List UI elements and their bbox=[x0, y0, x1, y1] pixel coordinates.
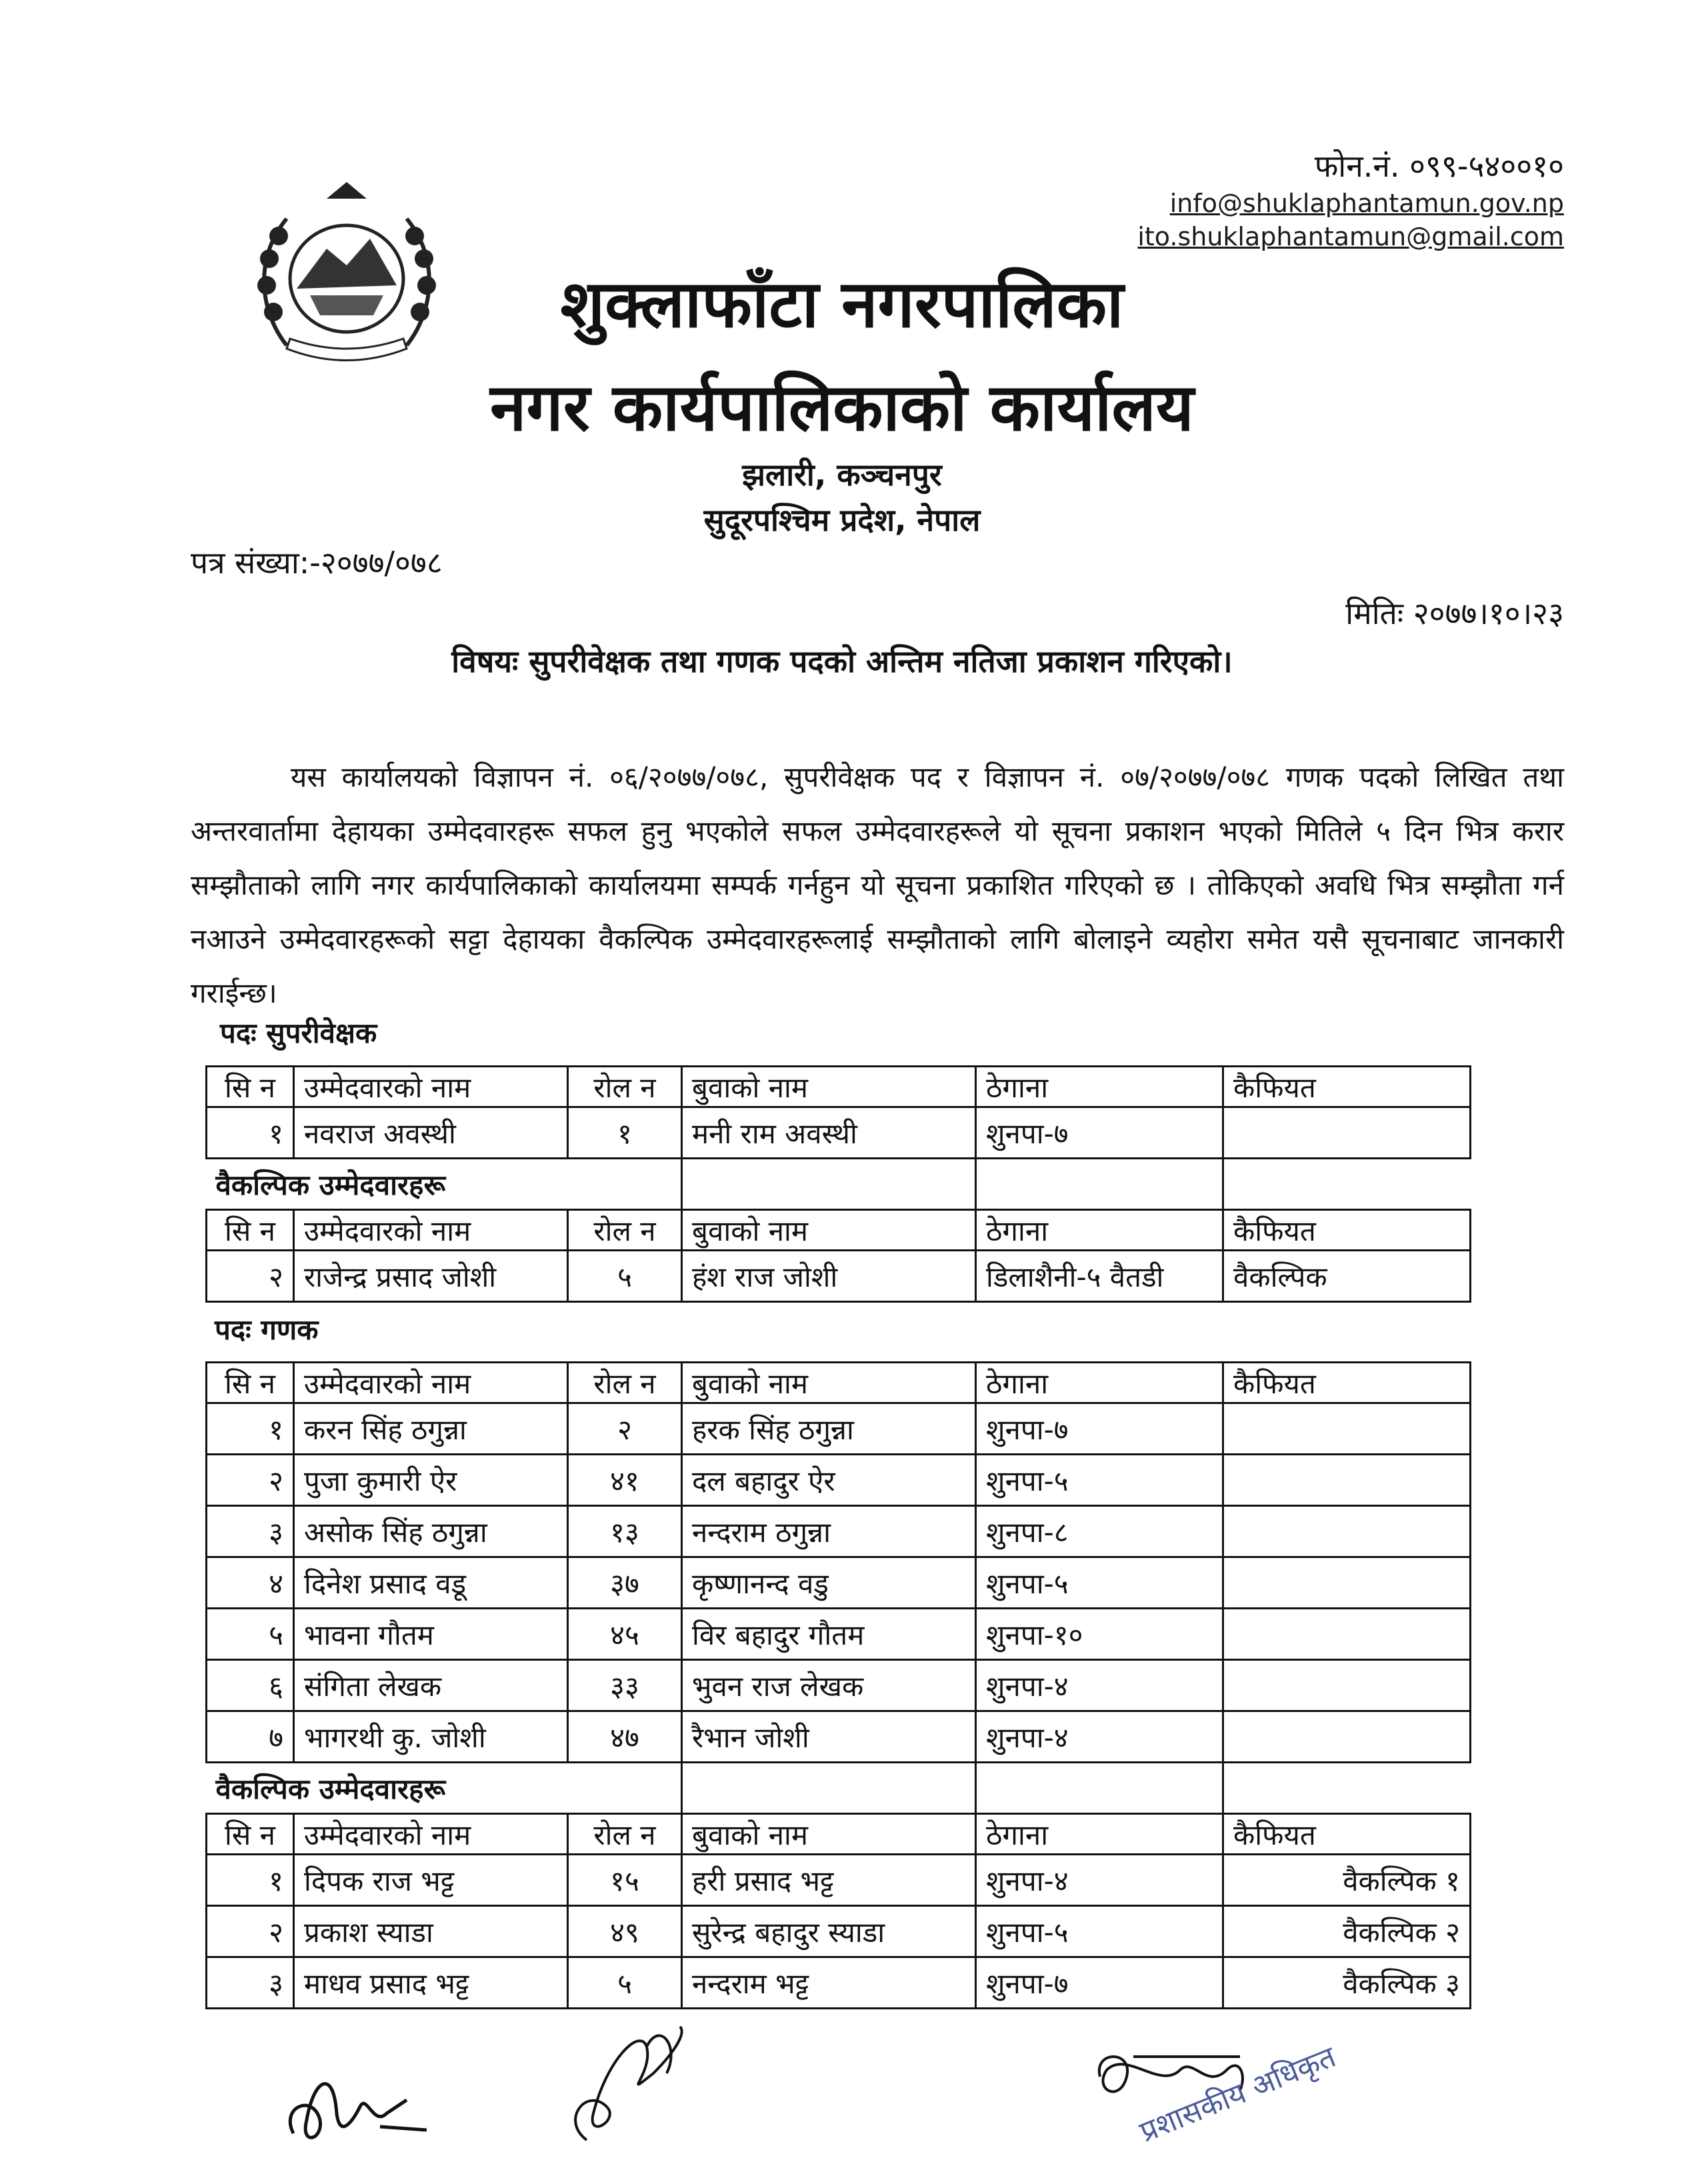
col-header-remark: कैफियत bbox=[1223, 1814, 1471, 1855]
cell-father: कृष्णानन्द वडु bbox=[682, 1557, 976, 1609]
empty-cell bbox=[1223, 1159, 1471, 1210]
col-header-sn: सि न bbox=[207, 1210, 294, 1251]
section-label-counter: पदः गणक bbox=[215, 1313, 319, 1346]
cell-sn: २ bbox=[207, 1906, 294, 1957]
counter-rows bbox=[207, 1403, 1471, 1763]
col-header-address: ठेगाना bbox=[976, 1210, 1223, 1251]
table-header-row bbox=[207, 1814, 1471, 1855]
cell-father: हरक सिंह ठगुन्ना bbox=[682, 1403, 976, 1455]
cell-address: शुनपा-४ bbox=[976, 1855, 1223, 1906]
subheading-row bbox=[207, 1159, 1471, 1210]
col-header-sn: सि न bbox=[207, 1363, 294, 1403]
cell-name: भावना गौतम bbox=[294, 1609, 568, 1660]
col-header-name: उम्मेदवारको नाम bbox=[294, 1363, 568, 1403]
cell-address: शुनपा-५ bbox=[976, 1557, 1223, 1609]
cell-roll: १५ bbox=[568, 1855, 682, 1906]
cell-father: दल बहादुर ऐर bbox=[682, 1455, 976, 1506]
col-header-roll: रोल न bbox=[568, 1210, 682, 1251]
col-header-sn: सि न bbox=[207, 1814, 294, 1855]
col-header-address: ठेगाना bbox=[976, 1363, 1223, 1403]
table-row bbox=[207, 1906, 1471, 1957]
cell-remark: वैकल्पिक ३ bbox=[1223, 1957, 1471, 2009]
municipality-title: शुक्लाफाँटा नगरपालिका bbox=[560, 267, 1124, 343]
counter-alt-rows bbox=[207, 1855, 1471, 2009]
cell-name: असोक सिंह ठगुन्ना bbox=[294, 1506, 568, 1557]
col-header-remark: कैफियत bbox=[1223, 1363, 1471, 1403]
alt-candidates-label: वैकल्पिक उम्मेदवारहरू bbox=[207, 1159, 682, 1210]
cell-father: नन्दराम ठगुन्ना bbox=[682, 1506, 976, 1557]
cell-remark bbox=[1223, 1403, 1471, 1455]
cell-name: माधव प्रसाद भट्ट bbox=[294, 1957, 568, 2009]
table-header-row bbox=[207, 1363, 1471, 1403]
col-header-remark: कैफियत bbox=[1223, 1210, 1471, 1251]
cell-roll: २ bbox=[568, 1403, 682, 1455]
letter-date: मितिः २०७७।१०।२३ bbox=[1345, 595, 1564, 631]
cell-remark bbox=[1223, 1455, 1471, 1506]
col-header-father: बुवाको नाम bbox=[682, 1363, 976, 1403]
col-header-father: बुवाको नाम bbox=[682, 1210, 976, 1251]
cell-address: डिलाशैनी-५ वैतडी bbox=[976, 1251, 1223, 1302]
section-label-supervisor: पदः सुपरीवेक्षक bbox=[220, 1017, 377, 1049]
cell-address: शुनपा-७ bbox=[976, 1107, 1223, 1159]
table-row bbox=[207, 1455, 1471, 1506]
cell-sn: १ bbox=[207, 1403, 294, 1455]
cell-sn: ५ bbox=[207, 1609, 294, 1660]
subheading-row bbox=[207, 1763, 1471, 1814]
col-header-roll: रोल न bbox=[568, 1067, 682, 1107]
cell-sn: १ bbox=[207, 1107, 294, 1159]
table-row bbox=[207, 1557, 1471, 1609]
empty-cell bbox=[976, 1763, 1223, 1814]
cell-address: शुनपा-१० bbox=[976, 1609, 1223, 1660]
col-header-father: बुवाको नाम bbox=[682, 1067, 976, 1107]
cell-name: प्रकाश स्याडा bbox=[294, 1906, 568, 1957]
col-header-address: ठेगाना bbox=[976, 1067, 1223, 1107]
cell-name: करन सिंह ठगुन्ना bbox=[294, 1403, 568, 1455]
cell-father: भुवन राज लेखक bbox=[682, 1660, 976, 1711]
address-line-2: सुदूरपश्चिम प्रदेश, नेपाल bbox=[703, 502, 981, 538]
cell-remark bbox=[1223, 1557, 1471, 1609]
cell-name: नवराज अवस्थी bbox=[294, 1107, 568, 1159]
cell-address: शुनपा-४ bbox=[976, 1660, 1223, 1711]
email-link-1[interactable]: info@shuklaphantamun.gov.np bbox=[1169, 189, 1564, 218]
cell-father: रैभान जोशी bbox=[682, 1711, 976, 1763]
table-row bbox=[207, 1107, 1471, 1159]
cell-roll: १३ bbox=[568, 1506, 682, 1557]
cell-address: शुनपा-७ bbox=[976, 1957, 1223, 2009]
cell-address: शुनपा-४ bbox=[976, 1711, 1223, 1763]
cell-father: नन्दराम भट्ट bbox=[682, 1957, 976, 2009]
col-header-father: बुवाको नाम bbox=[682, 1814, 976, 1855]
cell-roll: ३७ bbox=[568, 1557, 682, 1609]
empty-cell bbox=[682, 1159, 976, 1210]
counter-table bbox=[205, 1361, 1471, 2009]
cell-roll: १ bbox=[568, 1107, 682, 1159]
cell-remark bbox=[1223, 1107, 1471, 1159]
cell-sn: ३ bbox=[207, 1957, 294, 2009]
empty-cell bbox=[976, 1159, 1223, 1210]
cell-roll: ४९ bbox=[568, 1906, 682, 1957]
supervisor-table bbox=[205, 1065, 1471, 1303]
cell-address: शुनपा-५ bbox=[976, 1455, 1223, 1506]
cell-name: संगिता लेखक bbox=[294, 1660, 568, 1711]
col-header-roll: रोल न bbox=[568, 1814, 682, 1855]
notice-body: यस कार्यालयको विज्ञापन नं. ०६/२०७७/०७८, सुपरीवेक्षक पद र विज्ञापन नं. ०७/२०७७/०७८ गणक पदको लिखित तथा अन्तरवार्तामा देहायका उम्मेदवारहरू सफल हुनु भएकोले सफल उम्मेदवारहरूले यो सूचना प्रकाशन भएको मितिले ५ दिन भित्र करार सम्झौताको लागि नगर कार्यपालिकाको कार्यालयमा सम्पर्क गर्नहुन यो सूचना प्रकाशित गरिएको छ । तोकिएको अवधि भित्र सम्झौता गर्न नआउने उम्मेदवारहरूको सट्टा देहायका वैकल्पिक उम्मेदवारहरूलाई सम्झौताको लागि बोलाइने व्यहोरा समेत यसै सूचनाबाट जानकारी गराईन्छ। bbox=[191, 761, 1564, 1009]
cell-name: पुजा कुमारी ऐर bbox=[294, 1455, 568, 1506]
cell-sn: २ bbox=[207, 1251, 294, 1302]
contact-block bbox=[1137, 145, 1564, 253]
table-row bbox=[207, 1403, 1471, 1455]
office-title: नगर कार्यपालिकाको कार्यालय bbox=[490, 370, 1194, 446]
email-link-2[interactable]: ito.shuklaphantamun@gmail.com bbox=[1137, 222, 1564, 251]
cell-remark bbox=[1223, 1609, 1471, 1660]
table-row bbox=[207, 1506, 1471, 1557]
cell-sn: ७ bbox=[207, 1711, 294, 1763]
col-header-remark: कैफियत bbox=[1223, 1067, 1471, 1107]
cell-address: शुनपा-७ bbox=[976, 1403, 1223, 1455]
col-header-address: ठेगाना bbox=[976, 1814, 1223, 1855]
cell-remark bbox=[1223, 1711, 1471, 1763]
col-header-name: उम्मेदवारको नाम bbox=[294, 1210, 568, 1251]
cell-remark: वैकल्पिक १ bbox=[1223, 1855, 1471, 1906]
empty-cell bbox=[1223, 1763, 1471, 1814]
table-row bbox=[207, 1660, 1471, 1711]
col-header-name: उम्मेदवारको नाम bbox=[294, 1067, 568, 1107]
cell-sn: ३ bbox=[207, 1506, 294, 1557]
cell-sn: ४ bbox=[207, 1557, 294, 1609]
cell-name: राजेन्द्र प्रसाद जोशी bbox=[294, 1251, 568, 1302]
cell-roll: ५ bbox=[568, 1957, 682, 2009]
table-row bbox=[207, 1855, 1471, 1906]
col-header-name: उम्मेदवारको नाम bbox=[294, 1814, 568, 1855]
table-row bbox=[207, 1711, 1471, 1763]
signature-2 bbox=[547, 2007, 720, 2167]
empty-cell bbox=[682, 1763, 976, 1814]
table-header-row bbox=[207, 1210, 1471, 1251]
cell-address: शुनपा-५ bbox=[976, 1906, 1223, 1957]
cell-roll: ३३ bbox=[568, 1660, 682, 1711]
cell-address: शुनपा-८ bbox=[976, 1506, 1223, 1557]
cell-roll: ४५ bbox=[568, 1609, 682, 1660]
cell-remark bbox=[1223, 1506, 1471, 1557]
subject-line: विषयः सुपरीवेक्षक तथा गणक पदको अन्तिम नतिजा प्रकाशन गरिएको। bbox=[451, 643, 1233, 679]
table-row bbox=[207, 1957, 1471, 2009]
col-header-sn: सि न bbox=[207, 1067, 294, 1107]
cell-father: मनी राम अवस्थी bbox=[682, 1107, 976, 1159]
table-row bbox=[207, 1609, 1471, 1660]
cell-remark: वैकल्पिक bbox=[1223, 1251, 1471, 1302]
col-header-roll: रोल न bbox=[568, 1363, 682, 1403]
signature-1 bbox=[273, 2040, 447, 2160]
cell-roll: ४७ bbox=[568, 1711, 682, 1763]
cell-father: हरी प्रसाद भट्ट bbox=[682, 1855, 976, 1906]
cell-remark bbox=[1223, 1660, 1471, 1711]
cell-sn: ६ bbox=[207, 1660, 294, 1711]
address-line-1: झलारी, कञ्चनपुर bbox=[742, 457, 942, 493]
table-row bbox=[207, 1251, 1471, 1302]
cell-sn: २ bbox=[207, 1455, 294, 1506]
alt-candidates-label: वैकल्पिक उम्मेदवारहरू bbox=[207, 1763, 682, 1814]
cell-sn: १ bbox=[207, 1855, 294, 1906]
cell-name: दिनेश प्रसाद वडू bbox=[294, 1557, 568, 1609]
cell-remark: वैकल्पिक २ bbox=[1223, 1906, 1471, 1957]
letter-number: पत्र संख्या:-२०७७/०७८ bbox=[191, 545, 443, 581]
cell-roll: ४१ bbox=[568, 1455, 682, 1506]
cell-father: विर बहादुर गौतम bbox=[682, 1609, 976, 1660]
phone-number: फोन.नं. ०९९-५४००१० bbox=[1314, 148, 1564, 184]
cell-roll: ५ bbox=[568, 1251, 682, 1302]
seal-text: प्रशासकीय अधिकृत bbox=[1135, 2039, 1341, 2149]
cell-father: हंश राज जोशी bbox=[682, 1251, 976, 1302]
table-header-row bbox=[207, 1067, 1471, 1107]
cell-name: दिपक राज भट्ट bbox=[294, 1855, 568, 1906]
cell-name: भागरथी कु. जोशी bbox=[294, 1711, 568, 1763]
cell-father: सुरेन्द्र बहादुर स्याडा bbox=[682, 1906, 976, 1957]
